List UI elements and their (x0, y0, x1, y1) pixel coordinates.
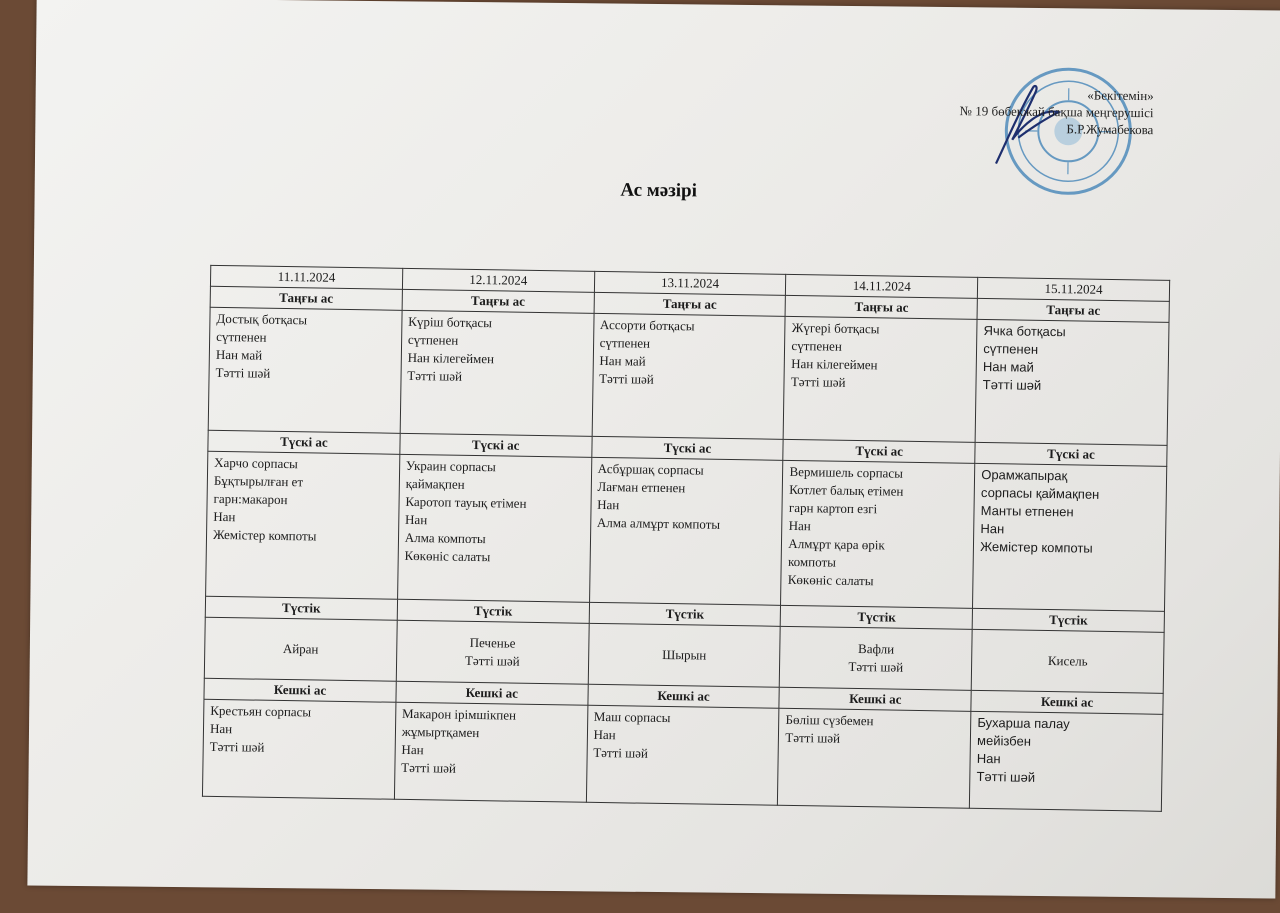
menu-item: сүтпенен (983, 340, 1039, 357)
approval-block (959, 85, 1153, 138)
menu-item: Достық ботқасы (216, 310, 308, 328)
menu-cell (206, 451, 400, 599)
menu-item: Макарон ірімшікпен (401, 705, 517, 723)
menu-item: Жемістер компоты (980, 538, 1093, 556)
meal-name: Түстік (205, 596, 397, 620)
meal-name: Түскі ас (975, 442, 1167, 466)
menu-item: Нан (401, 741, 424, 758)
menu-item: Манты етпенен (980, 502, 1074, 520)
menu-item: гарн картоп езгі (788, 499, 878, 517)
menu-item: Тәтті шәй (790, 373, 846, 390)
menu-item: Нан май (982, 358, 1034, 375)
meal-name: Кешкі ас (971, 690, 1163, 714)
menu-item: Вермишель сорпасы (789, 463, 904, 481)
meal-name: Түстік (589, 602, 781, 626)
meal-name: Кешкі ас (396, 681, 588, 705)
menu-item: Бұқтырылған ет (213, 472, 304, 490)
menu-item: Тәтті шәй (215, 364, 271, 381)
meal-name: Кешкі ас (588, 684, 780, 708)
date-header: 14.11.2024 (786, 274, 978, 298)
menu-cell (973, 463, 1167, 611)
page-title: Ас мәзірі (620, 179, 698, 202)
approval-line-1: «Бекітемін» (1087, 87, 1154, 104)
menu-cell (588, 623, 781, 687)
menu-item: Тәтті шәй (401, 759, 457, 776)
menu-cell (400, 310, 594, 436)
meal-name: Түстік (972, 608, 1164, 632)
menu-sheet (27, 0, 1280, 899)
menu-item: жұмыртқамен (401, 723, 480, 741)
menu-cell (397, 454, 591, 602)
menu-item: Нан (597, 496, 620, 513)
menu-cell (592, 313, 786, 439)
menu-cell (586, 705, 779, 805)
menu-item: Жүгері ботқасы (791, 319, 880, 337)
menu-item: Алмұрт қара өрік (788, 535, 885, 553)
menu-item: Орамжапырақ (981, 466, 1068, 484)
approval-line-2: № 19 бөбекжай бақша меңгерушісі (959, 103, 1154, 121)
menu-item: сүтпенен (407, 331, 459, 348)
date-header: 11.11.2024 (210, 265, 402, 289)
menu-item: Нан (213, 508, 236, 525)
menu-item: мейізбен (976, 732, 1032, 749)
menu-item: Тәтті шәй (407, 367, 463, 384)
menu-item: Котлет балық етімен (789, 481, 904, 499)
meal-name: Таңғы ас (594, 292, 786, 316)
menu-item: Вафли (858, 641, 895, 657)
menu-item: Нан (980, 520, 1005, 537)
menu-cell (970, 711, 1163, 811)
menu-item: Кисель (1047, 653, 1088, 669)
menu-item: Нан май (215, 346, 263, 363)
meal-items-row (202, 699, 1162, 811)
menu-cell (781, 460, 975, 608)
meal-name: Түскі ас (208, 430, 400, 454)
menu-item: Алма алмұрт компоты (596, 514, 721, 532)
menu-cell (394, 702, 587, 802)
menu-item: Шырын (662, 646, 707, 663)
menu-cell (971, 629, 1164, 693)
meal-name: Түскі ас (783, 439, 975, 463)
menu-cell (784, 316, 978, 442)
menu-cell (202, 699, 395, 799)
menu-item: сүтпенен (599, 334, 651, 351)
menu-item: Нан (404, 511, 428, 528)
menu-item: Тәтті шәй (848, 658, 904, 675)
menu-item: компоты (787, 553, 837, 570)
menu-item: Айран (282, 641, 319, 657)
date-header: 13.11.2024 (594, 271, 786, 295)
menu-item: Ассорти ботқасы (599, 316, 695, 334)
menu-item: Тәтті шәй (982, 376, 1042, 393)
menu-item: Нан (788, 517, 811, 534)
menu-item: Тәтті шәй (464, 652, 520, 669)
meal-name: Түстік (397, 599, 589, 623)
menu-item: сүтпенен (216, 328, 267, 345)
menu-cell (208, 307, 402, 433)
menu-table (202, 265, 1170, 812)
menu-item: сорпасы қаймақпен (980, 484, 1100, 502)
menu-item: Нан (976, 750, 1001, 767)
menu-cell (975, 319, 1169, 445)
date-header: 15.11.2024 (978, 277, 1170, 301)
menu-item: Бөліш сүзбемен (785, 711, 874, 729)
menu-item: Бухарша палау (977, 714, 1070, 732)
meal-items-row (208, 307, 1169, 445)
menu-item: Маш сорпасы (593, 708, 671, 726)
menu-item: Көкөніс салаты (787, 571, 874, 589)
menu-cell (396, 620, 589, 684)
menu-item: Тәтті шәй (593, 744, 649, 761)
date-header: 12.11.2024 (402, 268, 594, 292)
menu-item: Күріш ботқасы (408, 313, 493, 331)
meal-name: Таңғы ас (210, 286, 402, 310)
menu-item: Харчо сорпасы (214, 454, 298, 472)
meal-name: Таңғы ас (785, 295, 977, 319)
menu-item: Нан (209, 720, 233, 737)
menu-item: Нан кілегеймен (791, 355, 878, 373)
menu-item: гарн:макарон (213, 490, 288, 508)
menu-cell (778, 708, 971, 808)
meal-name: Түскі ас (400, 433, 592, 457)
menu-item: сүтпенен (791, 337, 842, 354)
menu-item: Нан кілегеймен (407, 349, 495, 367)
menu-item: Украин сорпасы (405, 457, 496, 475)
meal-name: Таңғы ас (977, 298, 1169, 322)
menu-item: Асбұршақ сорпасы (597, 460, 704, 478)
meal-name: Түстік (781, 605, 973, 629)
meal-items-row (206, 451, 1167, 611)
menu-item: Нан май (599, 352, 646, 369)
menu-item: Тәтті шәй (599, 370, 654, 387)
menu-item: Нан (593, 726, 616, 743)
menu-item: Крестьян сорпасы (210, 702, 312, 720)
menu-item: Каротоп тауық етімен (405, 493, 527, 511)
meal-name: Таңғы ас (402, 289, 594, 313)
menu-item: қаймақпен (405, 475, 465, 492)
approval-line-3: Б.Р.Жумабекова (1066, 121, 1154, 138)
menu-item: Тәтті шәй (785, 729, 841, 746)
menu-cell (204, 617, 397, 681)
menu-item: Жемістер компоты (212, 526, 317, 544)
menu-item: Ячка ботқасы (983, 322, 1066, 340)
menu-cell (589, 457, 783, 605)
meal-name: Түскі ас (591, 436, 783, 460)
meal-name: Кешкі ас (779, 687, 971, 711)
meal-name: Кешкі ас (204, 678, 396, 702)
menu-item: Лағман етпенен (597, 478, 686, 496)
menu-item: Алма компоты (404, 529, 486, 547)
menu-item: Тәтті шәй (209, 738, 265, 755)
menu-item: Тәтті шәй (976, 768, 1036, 785)
menu-cell (780, 626, 973, 690)
menu-item: Печенье (469, 634, 516, 651)
menu-item: Көкөніс салаты (404, 547, 491, 565)
